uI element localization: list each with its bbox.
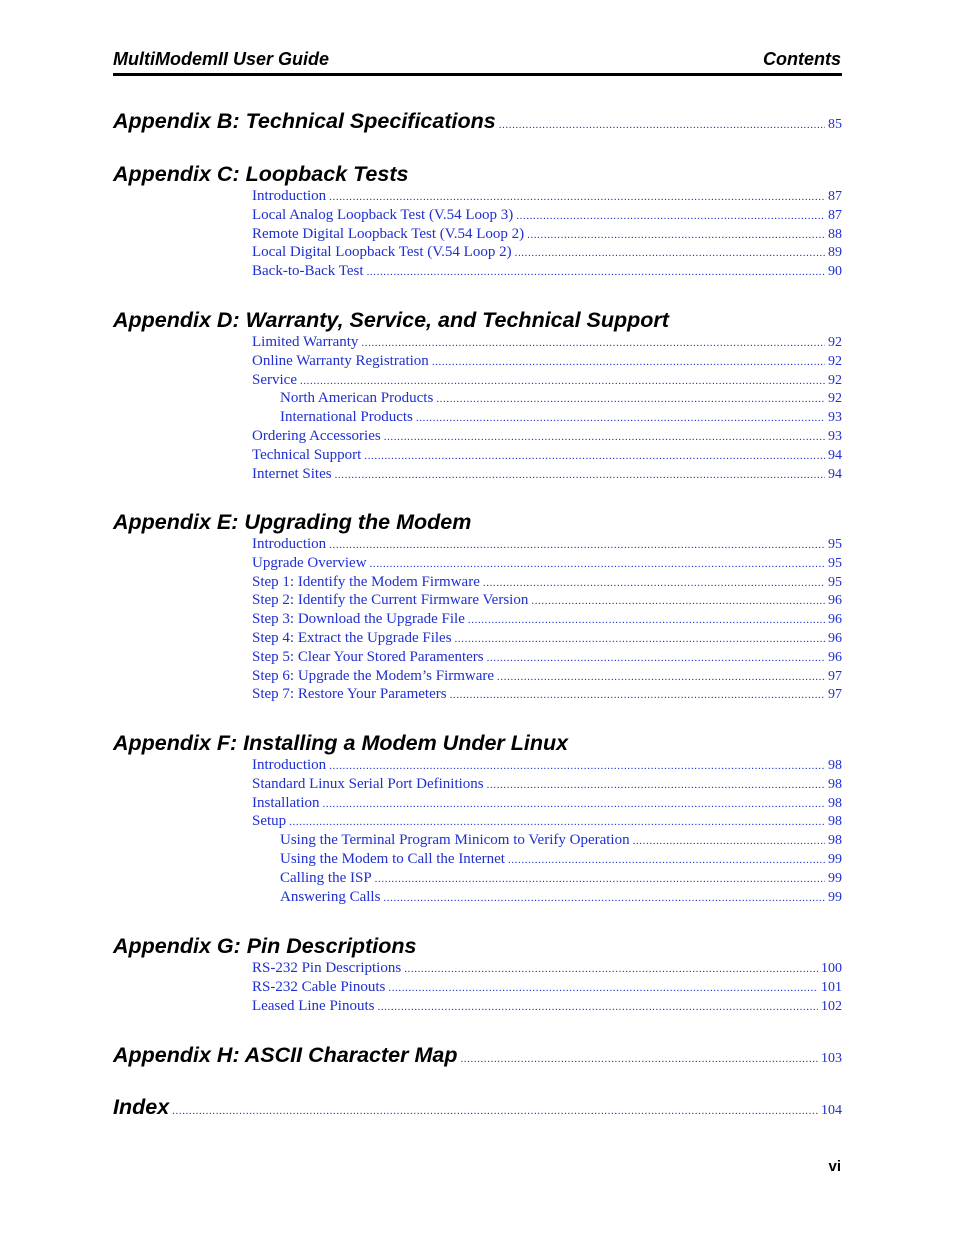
header-rule <box>113 73 842 76</box>
toc-entry[interactable] <box>113 352 842 371</box>
toc-entry[interactable] <box>113 206 842 225</box>
toc-section-appendix-b <box>113 108 842 138</box>
toc-page-number[interactable]: 88 <box>828 226 842 242</box>
dot-leader <box>455 630 825 649</box>
toc-entries <box>113 333 842 483</box>
toc-entry-label[interactable]: Using the Terminal Program Minicom to Verify Operation <box>280 832 630 849</box>
dot-leader <box>323 795 826 814</box>
dot-leader <box>370 555 825 574</box>
toc-entry[interactable] <box>113 997 842 1016</box>
toc-entry-label[interactable]: Leased Line Pinouts <box>252 997 375 1014</box>
toc-page-number[interactable]: 99 <box>828 851 842 867</box>
toc-entry[interactable] <box>113 812 842 831</box>
toc-page-number[interactable]: 92 <box>828 353 842 369</box>
toc-section-appendix-e <box>113 509 842 704</box>
toc-subentry[interactable] <box>113 389 842 408</box>
dot-leader <box>531 592 825 611</box>
dot-leader <box>383 889 825 908</box>
toc-entries <box>113 756 842 906</box>
dot-leader <box>404 960 818 979</box>
toc-section-appendix-h <box>113 1042 842 1072</box>
toc-entry-label[interactable]: RS-232 Pin Descriptions <box>252 960 402 976</box>
toc-section-appendix-g <box>113 933 842 1015</box>
toc-entry[interactable] <box>113 794 842 813</box>
dot-leader <box>633 832 825 851</box>
toc-entry-label[interactable]: Answering Calls <box>280 888 381 905</box>
toc-page-number[interactable]: 95 <box>828 537 842 552</box>
dot-leader <box>468 611 825 630</box>
toc-page-number[interactable]: 92 <box>828 372 842 388</box>
toc-entry[interactable] <box>113 629 842 648</box>
toc-entry[interactable] <box>113 756 842 775</box>
toc-page-number[interactable]: 98 <box>828 776 842 792</box>
toc-entry[interactable] <box>113 573 842 592</box>
running-header-title: MultiModemII User Guide <box>113 49 330 69</box>
toc-page-number[interactable]: 95 <box>828 574 842 590</box>
toc-page-number[interactable]: 90 <box>828 264 842 280</box>
toc-section-appendix-c <box>113 161 842 281</box>
toc-heading-row[interactable] <box>113 108 842 138</box>
toc-entries <box>113 187 842 281</box>
dot-leader <box>497 668 825 687</box>
dot-leader <box>289 813 825 832</box>
dot-leader <box>450 686 825 705</box>
running-header-section: Contents <box>763 49 841 69</box>
toc-entry-label[interactable]: Step 4: Extract the Upgrade Files <box>252 629 452 646</box>
toc-page-number[interactable]: 96 <box>828 649 842 665</box>
toc-entry-label[interactable]: Introduction <box>252 536 327 552</box>
toc-page-number[interactable]: 85 <box>828 117 842 132</box>
toc-subentry[interactable] <box>113 408 842 427</box>
toc-page-number[interactable]: 94 <box>828 466 842 482</box>
toc-entry-label[interactable]: Step 5: Clear Your Stored Paramenters <box>252 648 484 665</box>
toc-entry-label[interactable]: Service <box>252 371 297 388</box>
toc-heading[interactable]: Appendix H: ASCII Character Map <box>113 1043 458 1067</box>
toc-entry-label[interactable]: Using the Modem to Call the Internet <box>280 850 505 867</box>
toc-entry[interactable] <box>113 959 842 978</box>
toc-entry[interactable] <box>113 591 842 610</box>
toc-entry[interactable] <box>113 554 842 573</box>
toc-page-number[interactable]: 103 <box>821 1051 842 1066</box>
toc-heading: Appendix E: Upgrading the Modem <box>113 510 472 534</box>
toc-entry-label[interactable]: Introduction <box>252 757 327 773</box>
toc-entry-label[interactable]: Limited Warranty <box>252 334 359 350</box>
toc-entry[interactable] <box>113 535 842 554</box>
toc-entry-label[interactable]: Remote Digital Loopback Test (V.54 Loop 2) <box>252 225 525 242</box>
dot-leader <box>367 263 825 282</box>
toc-page-number[interactable]: 96 <box>828 630 842 646</box>
toc-entry[interactable] <box>113 610 842 629</box>
toc-heading-row[interactable] <box>113 1042 842 1072</box>
dot-leader <box>329 536 825 555</box>
dot-leader <box>416 409 825 428</box>
dot-leader <box>483 574 825 593</box>
toc-page-number[interactable]: 95 <box>828 555 842 571</box>
toc-entries <box>113 959 842 1015</box>
toc-entry-label[interactable]: Local Analog Loopback Test (V.54 Loop 3) <box>252 206 514 223</box>
toc-subentry[interactable] <box>113 869 842 888</box>
toc-page-number[interactable]: 96 <box>828 593 842 609</box>
toc-entry-label[interactable]: North American Products <box>280 390 434 407</box>
toc-entry-label[interactable]: Standard Linux Serial Port Definitions <box>252 775 484 792</box>
toc-page-number[interactable]: 94 <box>828 447 842 463</box>
dot-leader <box>516 207 825 226</box>
toc-entry[interactable] <box>113 775 842 794</box>
toc-heading[interactable]: Index <box>113 1095 170 1119</box>
toc-entry-label[interactable]: Technical Support <box>252 446 362 463</box>
toc-page-number[interactable]: 102 <box>821 998 842 1014</box>
toc-section-appendix-f <box>113 730 842 906</box>
dot-leader <box>487 649 825 668</box>
toc-entry[interactable] <box>113 427 842 446</box>
toc-entry-label[interactable]: Local Digital Loopback Test (V.54 Loop 2) <box>252 244 512 261</box>
toc-page-number[interactable]: 99 <box>828 870 842 886</box>
page-number: vi <box>828 1158 841 1175</box>
dot-leader <box>388 979 818 998</box>
toc-entry-label[interactable]: Step 1: Identify the Modem Firmware <box>252 573 480 590</box>
toc-heading[interactable]: Appendix B: Technical Specifications <box>113 109 496 133</box>
toc-heading: Appendix G: Pin Descriptions <box>113 934 417 958</box>
toc-entry[interactable] <box>113 978 842 997</box>
dot-leader <box>487 776 825 795</box>
dot-leader <box>300 372 825 391</box>
toc-entry-label[interactable]: Step 6: Upgrade the Modem’s Firmware <box>252 667 495 684</box>
toc-entry-label[interactable]: Upgrade Overview <box>252 554 367 571</box>
toc-entry[interactable] <box>113 333 842 352</box>
toc-page-number[interactable]: 98 <box>828 795 842 811</box>
toc-entry[interactable] <box>113 446 842 465</box>
toc-entry[interactable] <box>113 187 842 206</box>
dot-leader <box>361 334 825 353</box>
toc-page-number[interactable]: 100 <box>821 961 842 976</box>
toc-entry-label[interactable]: Step 2: Identify the Current Firmware Version <box>252 592 529 609</box>
toc-page-number[interactable]: 98 <box>828 758 842 773</box>
dot-leader <box>335 466 825 485</box>
toc-entry-label[interactable]: Step 7: Restore Your Parameters <box>252 686 447 703</box>
toc-entry-label[interactable]: International Products <box>280 409 413 426</box>
dot-leader <box>364 447 825 466</box>
toc-entry[interactable] <box>113 685 842 704</box>
toc-subentry[interactable] <box>113 888 842 907</box>
toc-entry[interactable] <box>113 648 842 667</box>
toc-page-number[interactable]: 98 <box>828 833 842 849</box>
toc-entry-label[interactable]: Calling the ISP <box>280 869 372 886</box>
toc-entry-label[interactable]: Setup <box>252 813 287 830</box>
dot-leader <box>515 244 825 263</box>
dot-leader <box>329 188 825 207</box>
toc-entry-label[interactable]: Ordering Accessories <box>252 427 381 444</box>
toc-page-number[interactable]: 97 <box>828 668 842 684</box>
toc-page-number[interactable]: 87 <box>828 189 842 204</box>
toc-heading: Appendix D: Warranty, Service, and Technical Support <box>113 308 669 332</box>
toc-entry-label[interactable]: Internet Sites <box>252 465 332 482</box>
toc-section-index <box>113 1094 842 1124</box>
toc-page-number[interactable]: 92 <box>828 335 842 350</box>
dot-leader <box>432 353 825 372</box>
toc-entries <box>113 535 842 704</box>
toc-entry-label[interactable]: Back-to-Back Test <box>252 263 364 280</box>
toc-page-number[interactable]: 93 <box>828 410 842 426</box>
toc-heading-row[interactable] <box>113 1094 842 1124</box>
dot-leader <box>508 851 825 870</box>
toc-subentry[interactable] <box>113 831 842 850</box>
toc-entry[interactable] <box>113 262 842 281</box>
toc-page-number[interactable]: 96 <box>828 612 842 628</box>
dot-leader <box>377 998 818 1017</box>
dot-leader <box>499 112 825 138</box>
toc-entry-label[interactable]: Introduction <box>252 188 327 204</box>
toc-page-number[interactable]: 87 <box>828 207 842 223</box>
toc-section-appendix-d <box>113 307 842 483</box>
dot-leader <box>329 757 825 776</box>
toc-entry[interactable] <box>113 225 842 244</box>
toc-heading: Appendix C: Loopback Tests <box>113 162 409 186</box>
toc-entry-label[interactable]: Installation <box>252 794 320 811</box>
toc-entry-label[interactable]: Step 3: Download the Upgrade File <box>252 611 465 628</box>
toc-entry[interactable] <box>113 243 842 262</box>
toc-entry-label[interactable]: Online Warranty Registration <box>252 352 429 369</box>
toc-entry[interactable] <box>113 371 842 390</box>
dot-leader <box>460 1046 818 1072</box>
toc-entry-label[interactable]: RS-232 Cable Pinouts <box>252 978 386 995</box>
toc-page-number[interactable]: 99 <box>828 889 842 905</box>
dot-leader <box>436 390 825 409</box>
toc-page-number[interactable]: 97 <box>828 687 842 703</box>
toc-entry[interactable] <box>113 667 842 686</box>
toc-page-number[interactable]: 101 <box>821 979 842 995</box>
dot-leader <box>384 428 825 447</box>
toc-page-number[interactable]: 92 <box>828 391 842 407</box>
toc-page-number[interactable]: 104 <box>821 1103 842 1118</box>
toc-entry[interactable] <box>113 465 842 484</box>
dot-leader <box>527 226 825 245</box>
toc-subentry[interactable] <box>113 850 842 869</box>
toc-page-number[interactable]: 89 <box>828 245 842 261</box>
dot-leader <box>375 870 825 889</box>
dot-leader <box>172 1098 818 1124</box>
toc-heading: Appendix F: Installing a Modem Under Linux <box>113 731 569 755</box>
toc-page-number[interactable]: 93 <box>828 428 842 444</box>
toc-page-number[interactable]: 98 <box>828 814 842 830</box>
